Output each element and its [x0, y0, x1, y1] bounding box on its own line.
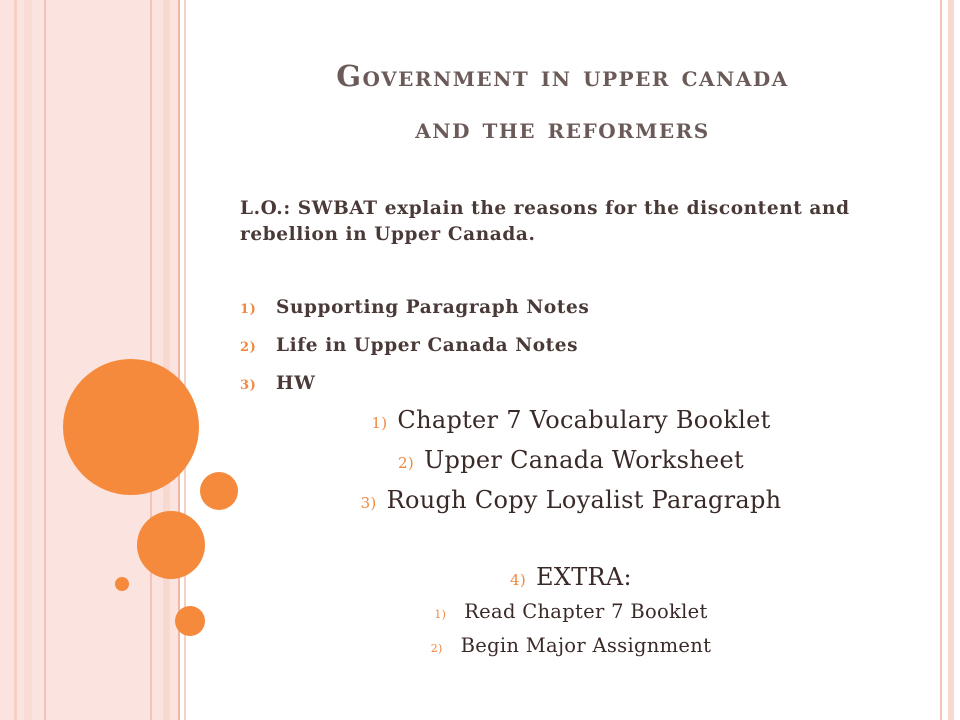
hw-item: [240, 563, 902, 591]
hw-item: [240, 486, 902, 514]
title-line-2: and the reformers: [415, 111, 710, 145]
list-number: 2): [240, 340, 257, 355]
list-number: 3): [360, 494, 377, 512]
extra-item-label: Read Chapter 7 Booklet: [464, 600, 708, 623]
list-number: 1): [371, 414, 388, 432]
learning-objective: L.O.: SWBAT explain the reasons for the discontent and rebellion in Upper Canada.: [240, 198, 850, 245]
hw-item: [240, 446, 902, 474]
list-number: 4): [510, 571, 527, 589]
list-number: 1): [434, 608, 447, 621]
hw-item-label: Rough Copy Loyalist Paragraph: [386, 486, 782, 514]
list-item: [240, 297, 589, 318]
list-item: [240, 373, 315, 394]
list-item: [240, 335, 578, 356]
list-number: 3): [240, 378, 257, 393]
extra-item: [240, 634, 902, 657]
list-item-label: Supporting Paragraph Notes: [276, 297, 590, 318]
list-number: 2): [398, 454, 415, 472]
list-number: 2): [430, 642, 443, 655]
title-line-1: Government in upper canada: [336, 59, 789, 93]
slide-title: [200, 50, 925, 154]
hw-item-label: Upper Canada Worksheet: [424, 446, 744, 474]
hw-item-label: EXTRA:: [536, 563, 632, 591]
extra-item-label: Begin Major Assignment: [460, 634, 712, 657]
extra-item: [240, 600, 902, 623]
hw-item: [240, 406, 902, 434]
list-item-label: Life in Upper Canada Notes: [276, 335, 579, 356]
list-item-label: HW: [276, 373, 316, 394]
hw-item-label: Chapter 7 Vocabulary Booklet: [397, 406, 771, 434]
list-number: 1): [240, 302, 257, 317]
